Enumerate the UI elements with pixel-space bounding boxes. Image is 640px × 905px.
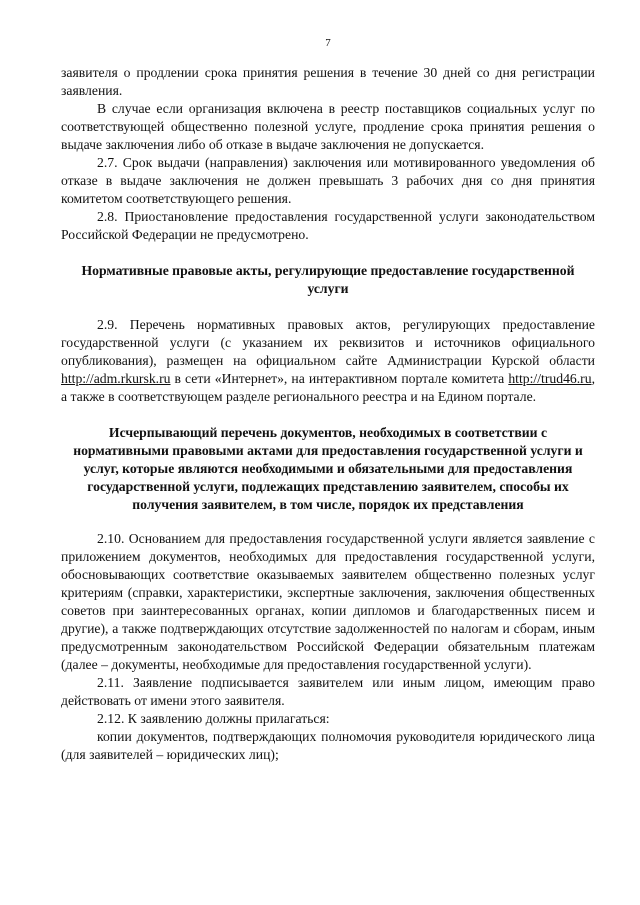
link-trud46[interactable]: http://trud46.ru <box>508 371 592 386</box>
paragraph-2-11: 2.11. Заявление подписывается заявителем или иным лицом, имеющим право действовать от имени этого заявителя. <box>61 675 595 708</box>
section-heading-legal-acts: Нормативные правовые акты, регулирующие предоставление государственной услуги <box>81 263 575 296</box>
paragraph-continuation: заявителя о продлении срока принятия решения в течение 30 дней со дня регистрации заявления. <box>61 65 595 98</box>
link-adm-rkursk[interactable]: http://adm.rkursk.ru <box>61 371 171 386</box>
paragraph-2-12: 2.12. К заявлению должны прилагаться: <box>97 711 330 726</box>
section-heading-documents-list: Исчерпывающий перечень документов, необходимых в соответствии с нормативными правовыми актами для предоставления государственной услуги и услуг, которые являются необходимыми и обязательными для предоставления государственной услуги, подлежащих представлению заявителем, способы их получения заявителем, в том числе, порядок их представления <box>73 425 583 512</box>
paragraph-2-9 <box>61 316 595 406</box>
page-number: 7 <box>325 37 331 49</box>
paragraph-2-9-text-2: в сети «Интернет», на интерактивном портале комитета <box>170 371 509 386</box>
paragraph-registry: В случае если организация включена в реестр поставщиков социальных услуг по соответствующей общественно полезной услуге, продление срока принятия решения о выдаче заключения либо об отказе в выдаче заключения не допускается. <box>61 101 595 152</box>
paragraph-2-10: 2.10. Основанием для предоставления государственной услуги является заявление с приложением документов, необходимых для предоставления государственной услуги, обосновывающих соответствие оказываемых заявителем общественно полезных услуг критериям (справки, характеристики, экспертные заключения, заключения общественных советов при заинтересованных органах, копии дипломов и благодарственных писем и другие), а также подтверждающих отсутствие задолженностей по налогам и сборам, иным предусмотренным законодательством Российской Федерации обязательным платежам (далее – документы, необходимые для предоставления государственной услуги). <box>61 531 595 672</box>
document-body <box>61 64 595 764</box>
paragraph-2-7: 2.7. Срок выдачи (направления) заключения или мотивированного уведомления об отказе в выдаче заключения не должен превышать 3 рабочих дня со дня принятия комитетом соответствующего решения. <box>61 155 595 206</box>
paragraph-2-8: 2.8. Приостановление предоставления государственной услуги законодательством Российской Федерации не предусмотрено. <box>61 209 595 242</box>
paragraph-copies: копии документов, подтверждающих полномочия руководителя юридического лица (для заявителей – юридических лиц); <box>61 729 595 762</box>
paragraph-2-9-text-1: 2.9. Перечень нормативных правовых актов, регулирующих предоставление государственной услуги (с указанием их реквизитов и источников официального опубликования), размещен на официальном сайте Администрации Курской области <box>61 317 595 368</box>
paragraph-2-9-text-3: , а также в соответствующем разделе регионального реестра и на Едином портале. <box>61 371 595 404</box>
